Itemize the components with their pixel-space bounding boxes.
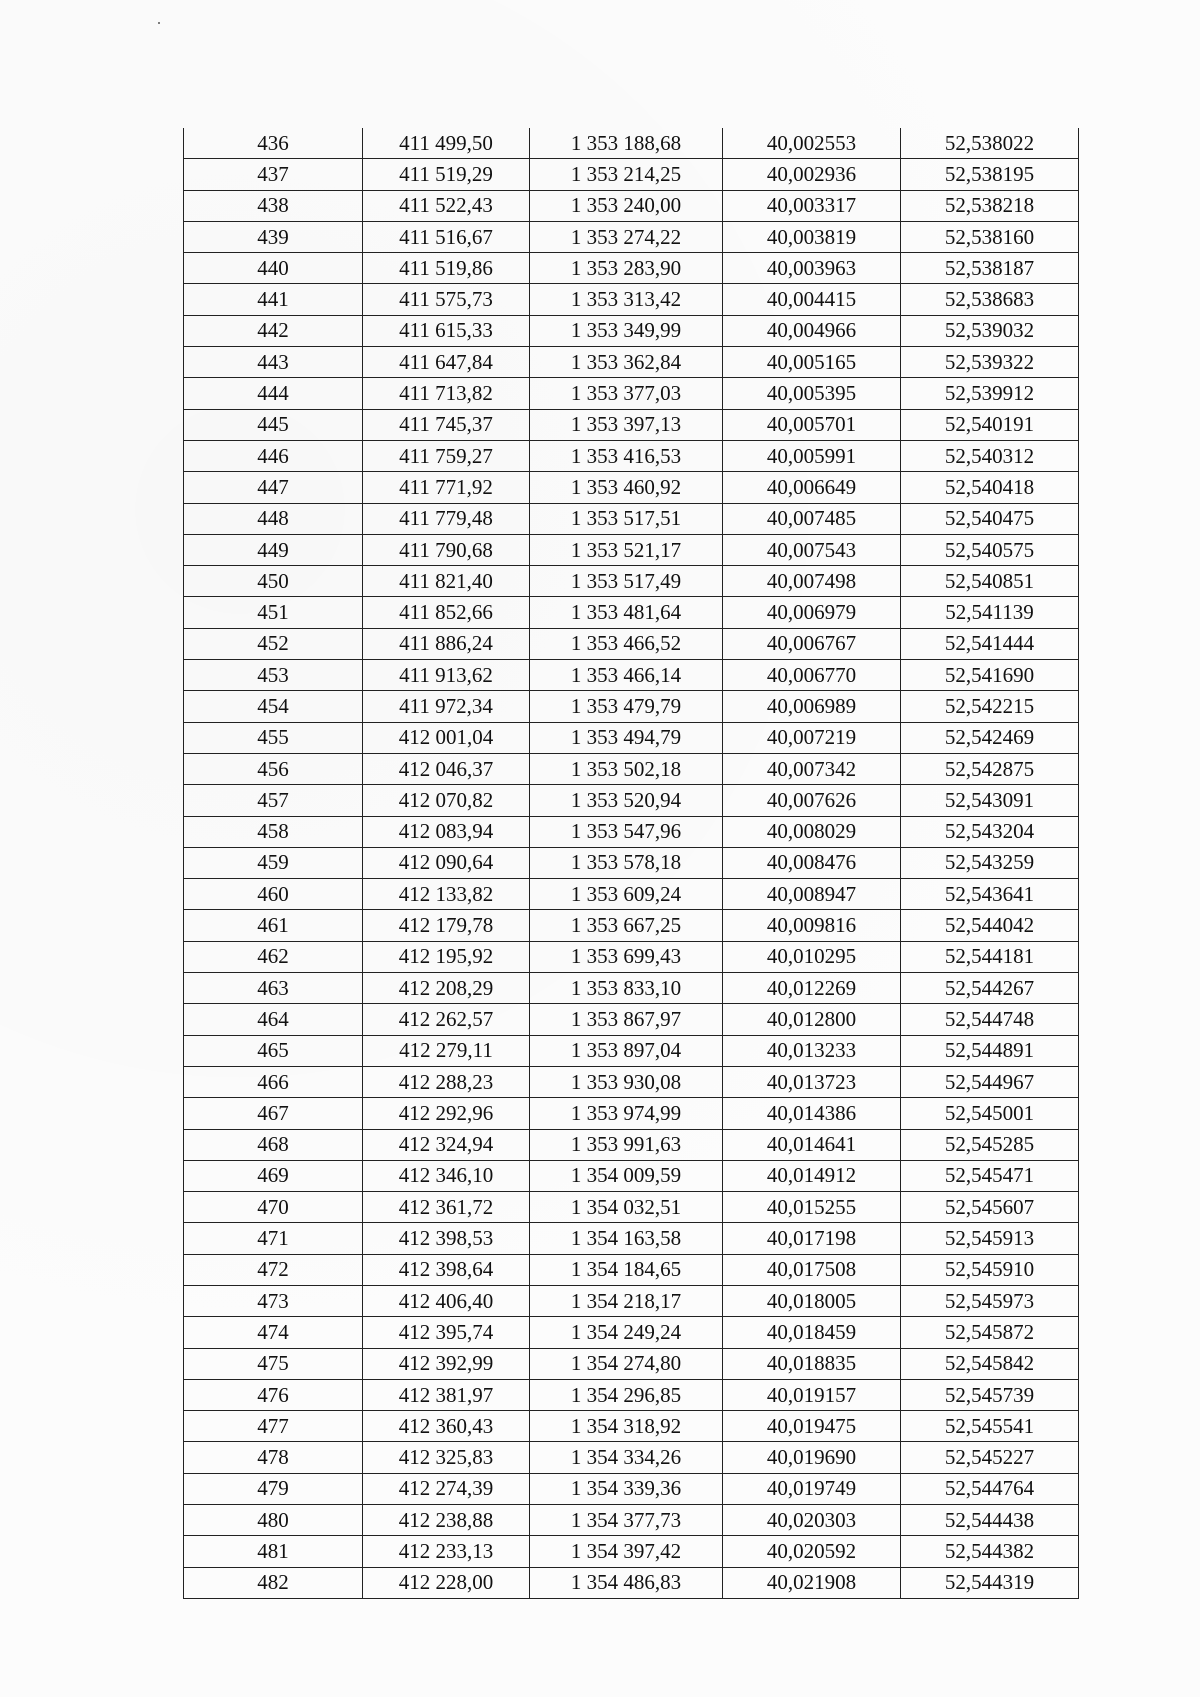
- longitude-cell: 40,007219: [723, 722, 901, 753]
- latitude-cell: 52,540475: [901, 503, 1079, 534]
- longitude-cell: 40,003317: [723, 190, 901, 221]
- x-coordinate-cell: 412 279,11: [363, 1035, 530, 1066]
- table-row: [184, 1442, 1079, 1473]
- x-coordinate-cell: 412 262,57: [363, 1004, 530, 1035]
- y-coordinate-cell: 1 353 466,14: [530, 660, 723, 691]
- longitude-cell: 40,018459: [723, 1317, 901, 1348]
- x-coordinate-cell: 411 771,92: [363, 472, 530, 503]
- longitude-cell: 40,003963: [723, 253, 901, 284]
- longitude-cell: 40,007498: [723, 566, 901, 597]
- point-number-cell: 455: [184, 722, 363, 753]
- point-number-cell: 451: [184, 597, 363, 628]
- point-number-cell: 482: [184, 1567, 363, 1598]
- x-coordinate-cell: 411 886,24: [363, 628, 530, 659]
- y-coordinate-cell: 1 354 009,59: [530, 1160, 723, 1191]
- point-number-cell: 446: [184, 440, 363, 471]
- x-coordinate-cell: 412 406,40: [363, 1285, 530, 1316]
- point-number-cell: 459: [184, 847, 363, 878]
- latitude-cell: 52,544382: [901, 1536, 1079, 1567]
- table-row: [184, 816, 1079, 847]
- table-row: [184, 1285, 1079, 1316]
- latitude-cell: 52,542875: [901, 753, 1079, 784]
- latitude-cell: 52,543204: [901, 816, 1079, 847]
- latitude-cell: 52,543091: [901, 785, 1079, 816]
- longitude-cell: 40,002553: [723, 128, 901, 159]
- latitude-cell: 52,538187: [901, 253, 1079, 284]
- latitude-cell: 52,545910: [901, 1254, 1079, 1285]
- latitude-cell: 52,543259: [901, 847, 1079, 878]
- longitude-cell: 40,004966: [723, 315, 901, 346]
- point-number-cell: 465: [184, 1035, 363, 1066]
- x-coordinate-cell: 411 647,84: [363, 347, 530, 378]
- longitude-cell: 40,018005: [723, 1285, 901, 1316]
- table-row: [184, 1317, 1079, 1348]
- y-coordinate-cell: 1 353 466,52: [530, 628, 723, 659]
- x-coordinate-cell: 412 360,43: [363, 1411, 530, 1442]
- point-number-cell: 456: [184, 753, 363, 784]
- y-coordinate-cell: 1 353 416,53: [530, 440, 723, 471]
- longitude-cell: 40,020303: [723, 1505, 901, 1536]
- y-coordinate-cell: 1 353 460,92: [530, 472, 723, 503]
- table-row: [184, 1254, 1079, 1285]
- latitude-cell: 52,544042: [901, 910, 1079, 941]
- latitude-cell: 52,539912: [901, 378, 1079, 409]
- y-coordinate-cell: 1 353 991,63: [530, 1129, 723, 1160]
- y-coordinate-cell: 1 353 667,25: [530, 910, 723, 941]
- table-row: [184, 1160, 1079, 1191]
- table-row: [184, 597, 1079, 628]
- point-number-cell: 462: [184, 941, 363, 972]
- point-number-cell: 439: [184, 221, 363, 252]
- x-coordinate-cell: 411 779,48: [363, 503, 530, 534]
- point-number-cell: 479: [184, 1473, 363, 1504]
- y-coordinate-cell: 1 354 377,73: [530, 1505, 723, 1536]
- point-number-cell: 466: [184, 1066, 363, 1097]
- y-coordinate-cell: 1 353 520,94: [530, 785, 723, 816]
- longitude-cell: 40,015255: [723, 1192, 901, 1223]
- point-number-cell: 460: [184, 879, 363, 910]
- longitude-cell: 40,007485: [723, 503, 901, 534]
- longitude-cell: 40,003819: [723, 221, 901, 252]
- table-row: [184, 785, 1079, 816]
- y-coordinate-cell: 1 353 930,08: [530, 1066, 723, 1097]
- point-number-cell: 438: [184, 190, 363, 221]
- y-coordinate-cell: 1 353 479,79: [530, 691, 723, 722]
- point-number-cell: 464: [184, 1004, 363, 1035]
- point-number-cell: 440: [184, 253, 363, 284]
- y-coordinate-cell: 1 353 481,64: [530, 597, 723, 628]
- latitude-cell: 52,544319: [901, 1567, 1079, 1598]
- latitude-cell: 52,545607: [901, 1192, 1079, 1223]
- table-row: [184, 1536, 1079, 1567]
- longitude-cell: 40,013723: [723, 1066, 901, 1097]
- point-number-cell: 450: [184, 566, 363, 597]
- longitude-cell: 40,009816: [723, 910, 901, 941]
- longitude-cell: 40,008947: [723, 879, 901, 910]
- x-coordinate-cell: 412 238,88: [363, 1505, 530, 1536]
- x-coordinate-cell: 411 852,66: [363, 597, 530, 628]
- longitude-cell: 40,010295: [723, 941, 901, 972]
- x-coordinate-cell: 411 615,33: [363, 315, 530, 346]
- table-row: [184, 315, 1079, 346]
- longitude-cell: 40,005701: [723, 409, 901, 440]
- table-row: [184, 253, 1079, 284]
- x-coordinate-cell: 412 398,64: [363, 1254, 530, 1285]
- point-number-cell: 477: [184, 1411, 363, 1442]
- point-number-cell: 449: [184, 534, 363, 565]
- point-number-cell: 476: [184, 1379, 363, 1410]
- x-coordinate-cell: 412 325,83: [363, 1442, 530, 1473]
- y-coordinate-cell: 1 353 974,99: [530, 1098, 723, 1129]
- y-coordinate-cell: 1 353 867,97: [530, 1004, 723, 1035]
- y-coordinate-cell: 1 354 274,80: [530, 1348, 723, 1379]
- y-coordinate-cell: 1 353 494,79: [530, 722, 723, 753]
- longitude-cell: 40,007626: [723, 785, 901, 816]
- latitude-cell: 52,538160: [901, 221, 1079, 252]
- longitude-cell: 40,006767: [723, 628, 901, 659]
- x-coordinate-cell: 412 233,13: [363, 1536, 530, 1567]
- y-coordinate-cell: 1 354 397,42: [530, 1536, 723, 1567]
- longitude-cell: 40,014912: [723, 1160, 901, 1191]
- coordinates-table-body: [184, 128, 1079, 1598]
- latitude-cell: 52,538683: [901, 284, 1079, 315]
- point-number-cell: 481: [184, 1536, 363, 1567]
- longitude-cell: 40,007543: [723, 534, 901, 565]
- y-coordinate-cell: 1 353 897,04: [530, 1035, 723, 1066]
- x-coordinate-cell: 412 274,39: [363, 1473, 530, 1504]
- longitude-cell: 40,014641: [723, 1129, 901, 1160]
- latitude-cell: 52,545739: [901, 1379, 1079, 1410]
- latitude-cell: 52,545842: [901, 1348, 1079, 1379]
- point-number-cell: 437: [184, 159, 363, 190]
- y-coordinate-cell: 1 353 377,03: [530, 378, 723, 409]
- latitude-cell: 52,540312: [901, 440, 1079, 471]
- longitude-cell: 40,005165: [723, 347, 901, 378]
- x-coordinate-cell: 412 392,99: [363, 1348, 530, 1379]
- coordinates-table: [183, 128, 1079, 1599]
- y-coordinate-cell: 1 353 578,18: [530, 847, 723, 878]
- latitude-cell: 52,545541: [901, 1411, 1079, 1442]
- table-row: [184, 1004, 1079, 1035]
- longitude-cell: 40,019749: [723, 1473, 901, 1504]
- latitude-cell: 52,545973: [901, 1285, 1079, 1316]
- point-number-cell: 441: [184, 284, 363, 315]
- latitude-cell: 52,538195: [901, 159, 1079, 190]
- table-row: [184, 1379, 1079, 1410]
- longitude-cell: 40,012800: [723, 1004, 901, 1035]
- point-number-cell: 453: [184, 660, 363, 691]
- y-coordinate-cell: 1 354 163,58: [530, 1223, 723, 1254]
- latitude-cell: 52,540191: [901, 409, 1079, 440]
- table-row: [184, 1505, 1079, 1536]
- y-coordinate-cell: 1 353 833,10: [530, 973, 723, 1004]
- longitude-cell: 40,004415: [723, 284, 901, 315]
- latitude-cell: 52,545872: [901, 1317, 1079, 1348]
- x-coordinate-cell: 412 070,82: [363, 785, 530, 816]
- y-coordinate-cell: 1 353 699,43: [530, 941, 723, 972]
- table-row: [184, 941, 1079, 972]
- x-coordinate-cell: 412 398,53: [363, 1223, 530, 1254]
- table-row: [184, 503, 1079, 534]
- longitude-cell: 40,019475: [723, 1411, 901, 1442]
- point-number-cell: 443: [184, 347, 363, 378]
- y-coordinate-cell: 1 353 283,90: [530, 253, 723, 284]
- y-coordinate-cell: 1 354 249,24: [530, 1317, 723, 1348]
- latitude-cell: 52,538218: [901, 190, 1079, 221]
- longitude-cell: 40,019690: [723, 1442, 901, 1473]
- y-coordinate-cell: 1 353 547,96: [530, 816, 723, 847]
- y-coordinate-cell: 1 353 609,24: [530, 879, 723, 910]
- point-number-cell: 468: [184, 1129, 363, 1160]
- latitude-cell: 52,544891: [901, 1035, 1079, 1066]
- latitude-cell: 52,540851: [901, 566, 1079, 597]
- table-row: [184, 1066, 1079, 1097]
- table-row: [184, 1473, 1079, 1504]
- y-coordinate-cell: 1 353 240,00: [530, 190, 723, 221]
- x-coordinate-cell: 412 292,96: [363, 1098, 530, 1129]
- longitude-cell: 40,012269: [723, 973, 901, 1004]
- table-row: [184, 722, 1079, 753]
- x-coordinate-cell: 411 519,86: [363, 253, 530, 284]
- x-coordinate-cell: 412 395,74: [363, 1317, 530, 1348]
- latitude-cell: 52,542215: [901, 691, 1079, 722]
- y-coordinate-cell: 1 354 032,51: [530, 1192, 723, 1223]
- longitude-cell: 40,017198: [723, 1223, 901, 1254]
- latitude-cell: 52,539032: [901, 315, 1079, 346]
- longitude-cell: 40,005991: [723, 440, 901, 471]
- table-row: [184, 879, 1079, 910]
- latitude-cell: 52,544764: [901, 1473, 1079, 1504]
- point-number-cell: 471: [184, 1223, 363, 1254]
- x-coordinate-cell: 411 713,82: [363, 378, 530, 409]
- table-row: [184, 566, 1079, 597]
- longitude-cell: 40,006979: [723, 597, 901, 628]
- x-coordinate-cell: 412 324,94: [363, 1129, 530, 1160]
- point-number-cell: 470: [184, 1192, 363, 1223]
- latitude-cell: 52,541444: [901, 628, 1079, 659]
- y-coordinate-cell: 1 353 521,17: [530, 534, 723, 565]
- longitude-cell: 40,005395: [723, 378, 901, 409]
- x-coordinate-cell: 412 288,23: [363, 1066, 530, 1097]
- table-row: [184, 190, 1079, 221]
- y-coordinate-cell: 1 353 214,25: [530, 159, 723, 190]
- x-coordinate-cell: 412 179,78: [363, 910, 530, 941]
- table-row: [184, 159, 1079, 190]
- latitude-cell: 52,541690: [901, 660, 1079, 691]
- table-row: [184, 753, 1079, 784]
- latitude-cell: 52,542469: [901, 722, 1079, 753]
- x-coordinate-cell: 411 745,37: [363, 409, 530, 440]
- table-row: [184, 221, 1079, 252]
- latitude-cell: 52,544181: [901, 941, 1079, 972]
- latitude-cell: 52,541139: [901, 597, 1079, 628]
- y-coordinate-cell: 1 354 334,26: [530, 1442, 723, 1473]
- latitude-cell: 52,540575: [901, 534, 1079, 565]
- latitude-cell: 52,539322: [901, 347, 1079, 378]
- longitude-cell: 40,017508: [723, 1254, 901, 1285]
- latitude-cell: 52,540418: [901, 472, 1079, 503]
- point-number-cell: 454: [184, 691, 363, 722]
- x-coordinate-cell: 411 790,68: [363, 534, 530, 565]
- point-number-cell: 445: [184, 409, 363, 440]
- longitude-cell: 40,006770: [723, 660, 901, 691]
- table-row: [184, 691, 1079, 722]
- x-coordinate-cell: 411 913,62: [363, 660, 530, 691]
- longitude-cell: 40,002936: [723, 159, 901, 190]
- y-coordinate-cell: 1 354 296,85: [530, 1379, 723, 1410]
- point-number-cell: 480: [184, 1505, 363, 1536]
- table-row: [184, 534, 1079, 565]
- x-coordinate-cell: 412 090,64: [363, 847, 530, 878]
- table-row: [184, 1567, 1079, 1598]
- x-coordinate-cell: 411 821,40: [363, 566, 530, 597]
- latitude-cell: 52,544748: [901, 1004, 1079, 1035]
- x-coordinate-cell: 412 046,37: [363, 753, 530, 784]
- x-coordinate-cell: 412 361,72: [363, 1192, 530, 1223]
- longitude-cell: 40,019157: [723, 1379, 901, 1410]
- point-number-cell: 475: [184, 1348, 363, 1379]
- point-number-cell: 444: [184, 378, 363, 409]
- x-coordinate-cell: 411 519,29: [363, 159, 530, 190]
- latitude-cell: 52,545471: [901, 1160, 1079, 1191]
- table-row: [184, 128, 1079, 159]
- x-coordinate-cell: 412 228,00: [363, 1567, 530, 1598]
- latitude-cell: 52,544967: [901, 1066, 1079, 1097]
- x-coordinate-cell: 411 575,73: [363, 284, 530, 315]
- y-coordinate-cell: 1 354 184,65: [530, 1254, 723, 1285]
- x-coordinate-cell: 412 208,29: [363, 973, 530, 1004]
- table-row: [184, 1192, 1079, 1223]
- y-coordinate-cell: 1 353 349,99: [530, 315, 723, 346]
- x-coordinate-cell: 411 516,67: [363, 221, 530, 252]
- x-coordinate-cell: 412 083,94: [363, 816, 530, 847]
- point-number-cell: 469: [184, 1160, 363, 1191]
- latitude-cell: 52,544438: [901, 1505, 1079, 1536]
- table-row: [184, 660, 1079, 691]
- longitude-cell: 40,014386: [723, 1098, 901, 1129]
- x-coordinate-cell: 412 346,10: [363, 1160, 530, 1191]
- y-coordinate-cell: 1 354 339,36: [530, 1473, 723, 1504]
- x-coordinate-cell: 411 522,43: [363, 190, 530, 221]
- point-number-cell: 461: [184, 910, 363, 941]
- longitude-cell: 40,007342: [723, 753, 901, 784]
- table-row: [184, 1035, 1079, 1066]
- table-row: [184, 1348, 1079, 1379]
- table-row: [184, 472, 1079, 503]
- table-row: [184, 1411, 1079, 1442]
- latitude-cell: 52,545227: [901, 1442, 1079, 1473]
- longitude-cell: 40,013233: [723, 1035, 901, 1066]
- point-number-cell: 473: [184, 1285, 363, 1316]
- point-number-cell: 472: [184, 1254, 363, 1285]
- point-number-cell: 452: [184, 628, 363, 659]
- latitude-cell: 52,538022: [901, 128, 1079, 159]
- longitude-cell: 40,006649: [723, 472, 901, 503]
- y-coordinate-cell: 1 353 517,49: [530, 566, 723, 597]
- x-coordinate-cell: 412 001,04: [363, 722, 530, 753]
- point-number-cell: 467: [184, 1098, 363, 1129]
- latitude-cell: 52,544267: [901, 973, 1079, 1004]
- point-number-cell: 457: [184, 785, 363, 816]
- y-coordinate-cell: 1 354 318,92: [530, 1411, 723, 1442]
- y-coordinate-cell: 1 353 517,51: [530, 503, 723, 534]
- y-coordinate-cell: 1 353 274,22: [530, 221, 723, 252]
- table-row: [184, 628, 1079, 659]
- x-coordinate-cell: 411 972,34: [363, 691, 530, 722]
- point-number-cell: 436: [184, 128, 363, 159]
- point-number-cell: 463: [184, 973, 363, 1004]
- latitude-cell: 52,545001: [901, 1098, 1079, 1129]
- longitude-cell: 40,008476: [723, 847, 901, 878]
- y-coordinate-cell: 1 353 502,18: [530, 753, 723, 784]
- point-number-cell: 474: [184, 1317, 363, 1348]
- y-coordinate-cell: 1 353 397,13: [530, 409, 723, 440]
- point-number-cell: 447: [184, 472, 363, 503]
- longitude-cell: 40,018835: [723, 1348, 901, 1379]
- y-coordinate-cell: 1 353 313,42: [530, 284, 723, 315]
- table-row: [184, 440, 1079, 471]
- longitude-cell: 40,006989: [723, 691, 901, 722]
- table-row: [184, 1223, 1079, 1254]
- y-coordinate-cell: 1 354 218,17: [530, 1285, 723, 1316]
- y-coordinate-cell: 1 354 486,83: [530, 1567, 723, 1598]
- y-coordinate-cell: 1 353 362,84: [530, 347, 723, 378]
- latitude-cell: 52,545285: [901, 1129, 1079, 1160]
- point-number-cell: 458: [184, 816, 363, 847]
- latitude-cell: 52,543641: [901, 879, 1079, 910]
- table-row: [184, 1129, 1079, 1160]
- longitude-cell: 40,020592: [723, 1536, 901, 1567]
- table-row: [184, 347, 1079, 378]
- x-coordinate-cell: 412 381,97: [363, 1379, 530, 1410]
- table-row: [184, 284, 1079, 315]
- scan-speck: [158, 22, 160, 24]
- point-number-cell: 478: [184, 1442, 363, 1473]
- table-row: [184, 847, 1079, 878]
- table-row: [184, 1098, 1079, 1129]
- point-number-cell: 442: [184, 315, 363, 346]
- longitude-cell: 40,021908: [723, 1567, 901, 1598]
- latitude-cell: 52,545913: [901, 1223, 1079, 1254]
- x-coordinate-cell: 411 759,27: [363, 440, 530, 471]
- table-row: [184, 409, 1079, 440]
- table-row: [184, 378, 1079, 409]
- longitude-cell: 40,008029: [723, 816, 901, 847]
- point-number-cell: 448: [184, 503, 363, 534]
- table-row: [184, 910, 1079, 941]
- y-coordinate-cell: 1 353 188,68: [530, 128, 723, 159]
- x-coordinate-cell: 411 499,50: [363, 128, 530, 159]
- table-row: [184, 973, 1079, 1004]
- x-coordinate-cell: 412 195,92: [363, 941, 530, 972]
- x-coordinate-cell: 412 133,82: [363, 879, 530, 910]
